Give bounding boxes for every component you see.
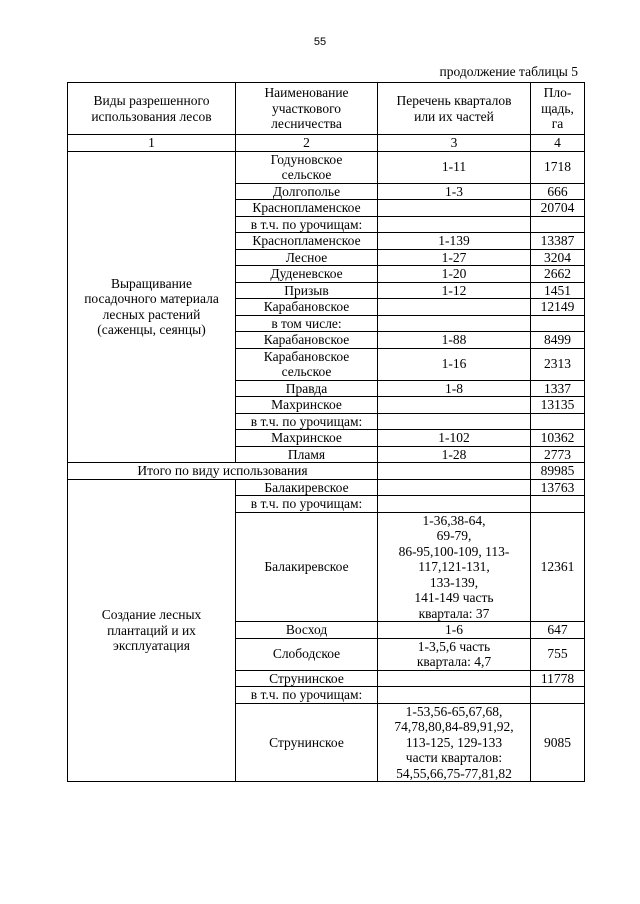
area-cell bbox=[531, 216, 585, 233]
area-cell: 20704 bbox=[531, 200, 585, 217]
table-header-row bbox=[68, 83, 585, 135]
forestry-cell: Балакиревское bbox=[236, 479, 378, 496]
table-row bbox=[68, 479, 585, 496]
quarters-cell: 1-28 bbox=[378, 446, 531, 463]
quarters-cell bbox=[378, 413, 531, 430]
area-cell bbox=[531, 413, 585, 430]
forestry-cell: Балакиревское bbox=[236, 512, 378, 622]
area-cell: 13135 bbox=[531, 397, 585, 414]
forestry-cell: Струнинское bbox=[236, 670, 378, 687]
area-cell: 9085 bbox=[531, 703, 585, 782]
quarters-cell: 1-12 bbox=[378, 282, 531, 299]
area-cell: 2662 bbox=[531, 266, 585, 283]
quarters-cell: 1-3 bbox=[378, 183, 531, 200]
quarters-cell bbox=[378, 216, 531, 233]
area-cell bbox=[531, 315, 585, 332]
forest-use-table bbox=[67, 82, 585, 782]
quarters-cell bbox=[378, 479, 531, 496]
area-cell: 1337 bbox=[531, 380, 585, 397]
area-cell: 12149 bbox=[531, 299, 585, 316]
quarters-cell bbox=[378, 315, 531, 332]
forestry-cell: Восход bbox=[236, 622, 378, 639]
table-body bbox=[68, 83, 585, 782]
use-type-cell: Создание лесных плантаций и их эксплуатация bbox=[68, 479, 236, 782]
use-type-cell: Выращивание посадочного материала лесных растений (саженцы, сеянцы) bbox=[68, 151, 236, 463]
quarters-cell: 1-8 bbox=[378, 380, 531, 397]
forestry-cell: Долгополье bbox=[236, 183, 378, 200]
quarters-cell bbox=[378, 299, 531, 316]
column-header-3: Перечень кварталов или их частей bbox=[378, 83, 531, 135]
forestry-cell: в т.ч. по урочищам: bbox=[236, 216, 378, 233]
quarters-cell bbox=[378, 687, 531, 704]
quarters-cell: 1-11 bbox=[378, 151, 531, 183]
quarters-cell bbox=[378, 397, 531, 414]
area-cell: 666 bbox=[531, 183, 585, 200]
column-header-2: Наименование участкового лесничества bbox=[236, 83, 378, 135]
quarters-cell bbox=[378, 200, 531, 217]
forestry-cell: Дуденевское bbox=[236, 266, 378, 283]
page-number: 55 bbox=[313, 36, 327, 48]
forestry-cell: Правда bbox=[236, 380, 378, 397]
column-number-row bbox=[68, 135, 585, 152]
area-cell bbox=[531, 496, 585, 513]
forestry-cell: в т.ч. по урочищам: bbox=[236, 687, 378, 704]
total-row bbox=[68, 463, 585, 480]
total-area-cell: 89985 bbox=[531, 463, 585, 480]
forestry-cell: в том числе: bbox=[236, 315, 378, 332]
forestry-cell: в т.ч. по урочищам: bbox=[236, 496, 378, 513]
area-cell bbox=[531, 687, 585, 704]
table-continuation-label: продолжение таблицы 5 bbox=[439, 64, 578, 79]
forestry-cell: Махринское bbox=[236, 397, 378, 414]
area-cell: 755 bbox=[531, 638, 585, 670]
forestry-cell: Годуновское сельское bbox=[236, 151, 378, 183]
column-number-2: 2 bbox=[236, 135, 378, 152]
area-cell: 2773 bbox=[531, 446, 585, 463]
forestry-cell: Махринское bbox=[236, 430, 378, 447]
area-cell: 13387 bbox=[531, 233, 585, 250]
column-number-1: 1 bbox=[68, 135, 236, 152]
area-cell: 8499 bbox=[531, 332, 585, 349]
area-cell: 12361 bbox=[531, 512, 585, 622]
area-cell: 10362 bbox=[531, 430, 585, 447]
table-row bbox=[68, 151, 585, 183]
quarters-cell: 1-139 bbox=[378, 233, 531, 250]
area-cell: 13763 bbox=[531, 479, 585, 496]
quarters-cell: 1-88 bbox=[378, 332, 531, 349]
quarters-cell: 1-6 bbox=[378, 622, 531, 639]
quarters-cell: 1-3,5,6 часть квартала: 4,7 bbox=[378, 638, 531, 670]
quarters-cell: 1-16 bbox=[378, 348, 531, 380]
column-header-4: Пло- щадь, га bbox=[531, 83, 585, 135]
quarters-cell bbox=[378, 496, 531, 513]
column-number-3: 3 bbox=[378, 135, 531, 152]
column-header-1: Виды разрешенного использования лесов bbox=[68, 83, 236, 135]
forestry-cell: Карабановское bbox=[236, 332, 378, 349]
forestry-cell: Краснопламенское bbox=[236, 200, 378, 217]
forestry-cell: Струнинское bbox=[236, 703, 378, 782]
quarters-cell: 1-27 bbox=[378, 249, 531, 266]
area-cell: 2313 bbox=[531, 348, 585, 380]
quarters-cell: 1-53,56-65,67,68, 74,78,80,84-89,91,92, 113-125, 129-133 части кварталов: 54,55,66,75-77,81,82 bbox=[378, 703, 531, 782]
column-number-4: 4 bbox=[531, 135, 585, 152]
quarters-cell: 1-36,38-64, 69-79, 86-95,100-109, 113- 117,121-131, 133-139, 141-149 часть квартала: 37 bbox=[378, 512, 531, 622]
forestry-cell: Лесное bbox=[236, 249, 378, 266]
quarters-cell bbox=[378, 670, 531, 687]
total-label-cell: Итого по виду использования bbox=[68, 463, 378, 480]
forestry-cell: Карабановское сельское bbox=[236, 348, 378, 380]
forestry-cell: Карабановское bbox=[236, 299, 378, 316]
forestry-cell: Слободское bbox=[236, 638, 378, 670]
area-cell: 3204 bbox=[531, 249, 585, 266]
forestry-cell: Краснопламенское bbox=[236, 233, 378, 250]
quarters-cell: 1-20 bbox=[378, 266, 531, 283]
total-quarters-cell bbox=[378, 463, 531, 480]
area-cell: 1451 bbox=[531, 282, 585, 299]
forestry-cell: Пламя bbox=[236, 446, 378, 463]
quarters-cell: 1-102 bbox=[378, 430, 531, 447]
forestry-cell: Призыв bbox=[236, 282, 378, 299]
area-cell: 11778 bbox=[531, 670, 585, 687]
area-cell: 1718 bbox=[531, 151, 585, 183]
forestry-cell: в т.ч. по урочищам: bbox=[236, 413, 378, 430]
area-cell: 647 bbox=[531, 622, 585, 639]
